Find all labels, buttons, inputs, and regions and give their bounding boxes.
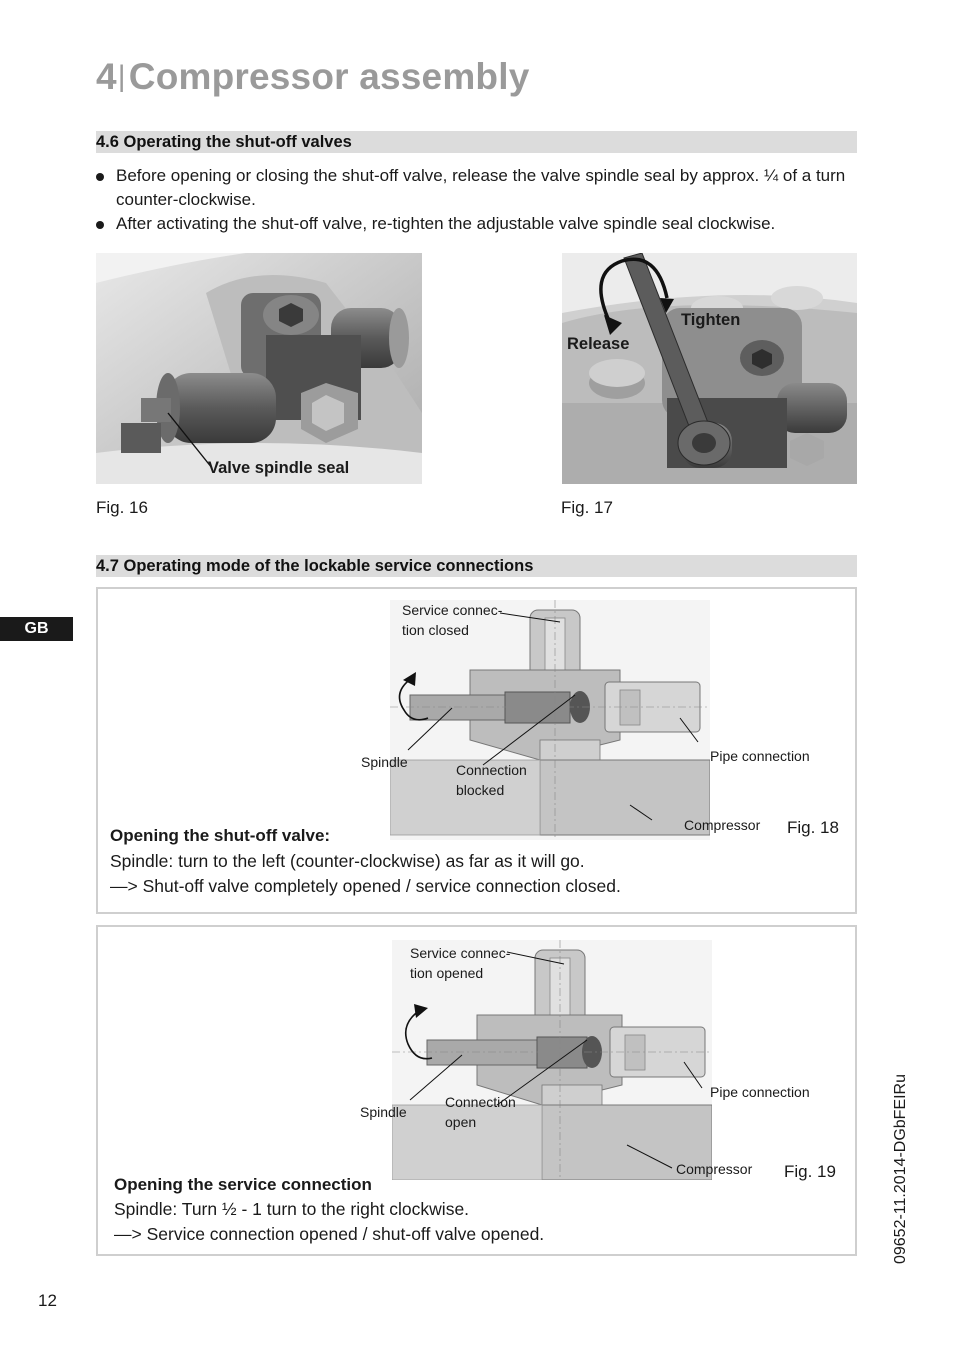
fig19-callout-connection xyxy=(445,1092,516,1132)
fig18-label: Fig. 18 xyxy=(787,818,839,837)
chapter-name: Compressor assembly xyxy=(128,56,530,97)
bullet-item xyxy=(96,212,856,236)
bullet-text: Before opening or closing the shut-off valve, release the valve spindle seal by approx. ¼ of a turn counter-clockwise. xyxy=(116,166,846,209)
fig17-callout-tighten: Tighten xyxy=(681,311,741,329)
section-heading-4-6 xyxy=(96,131,857,153)
section-heading-text: 4.7 Operating mode of the lockable service connections xyxy=(96,557,534,575)
fig19-instruction-heading: Opening the service connection xyxy=(114,1175,372,1194)
fig18-callout-compressor: Compressor xyxy=(684,817,761,833)
chapter-title xyxy=(96,56,529,98)
bullet-item xyxy=(96,164,856,212)
fig18-callout-connection xyxy=(456,760,527,800)
wrench-illustration xyxy=(562,253,857,484)
callout-line: tion opened xyxy=(410,965,484,981)
fig19-callout-compressor: Compressor xyxy=(676,1161,753,1177)
fig19-instruction-line: —> Service connection opened / shut-off valve opened. xyxy=(114,1224,545,1244)
fig17-callout-release: Release xyxy=(567,335,630,353)
section-heading-text: 4.6 Operating the shut-off valves xyxy=(96,133,352,151)
fig18-callout-pipe-connection: Pipe connection xyxy=(710,748,810,764)
document-code xyxy=(886,1064,916,1274)
callout-line: blocked xyxy=(456,782,505,798)
section-heading-4-7 xyxy=(96,555,857,577)
fig18-callout-spindle: Spindle xyxy=(361,754,408,770)
fig19-label: Fig. 19 xyxy=(784,1162,836,1181)
fig17-photo xyxy=(562,253,857,484)
callout-line: Connection xyxy=(456,762,527,778)
callout-line: Connection xyxy=(445,1094,516,1110)
fig16-callout-valve-spindle-seal: Valve spindle seal xyxy=(208,459,350,477)
fig18-instruction-heading: Opening the shut-off valve: xyxy=(110,826,331,845)
callout-line: tion closed xyxy=(402,622,469,638)
fig18-callout-service-connection xyxy=(402,600,502,640)
fig16-label: Fig. 16 xyxy=(96,498,148,517)
bullet-text: After activating the shut-off valve, re-tighten the adjustable valve spindle seal clockwise. xyxy=(116,214,776,233)
document-code-text: 09652-11.2014-DGbFEIRu xyxy=(892,1073,909,1265)
fig19-callout-spindle: Spindle xyxy=(360,1104,407,1120)
fig17-label: Fig. 17 xyxy=(561,498,613,517)
language-tab: GB xyxy=(0,617,73,641)
fig19-callout-pipe-connection: Pipe connection xyxy=(710,1084,810,1100)
callout-line: open xyxy=(445,1114,477,1130)
chapter-number: 4 xyxy=(96,56,117,97)
bullet-dot xyxy=(96,221,104,229)
bullet-dot xyxy=(96,173,104,181)
fig18-instruction-line: —> Shut-off valve completely opened / service connection closed. xyxy=(110,876,621,896)
fig16-photo xyxy=(96,253,422,484)
fig19-callout-service-connection xyxy=(410,943,510,983)
fig18-instruction-line: Spindle: turn to the left (counter-clockwise) as far as it will go. xyxy=(110,851,585,871)
callout-line: Service connec- xyxy=(402,602,503,618)
chapter-separator: | xyxy=(117,60,126,93)
page-number: 12 xyxy=(38,1291,57,1310)
valve-spindle-illustration xyxy=(96,253,422,484)
callout-line: Service connec- xyxy=(410,945,511,961)
fig19-instruction-line: Spindle: Turn ½ - 1 turn to the right clockwise. xyxy=(114,1199,470,1219)
